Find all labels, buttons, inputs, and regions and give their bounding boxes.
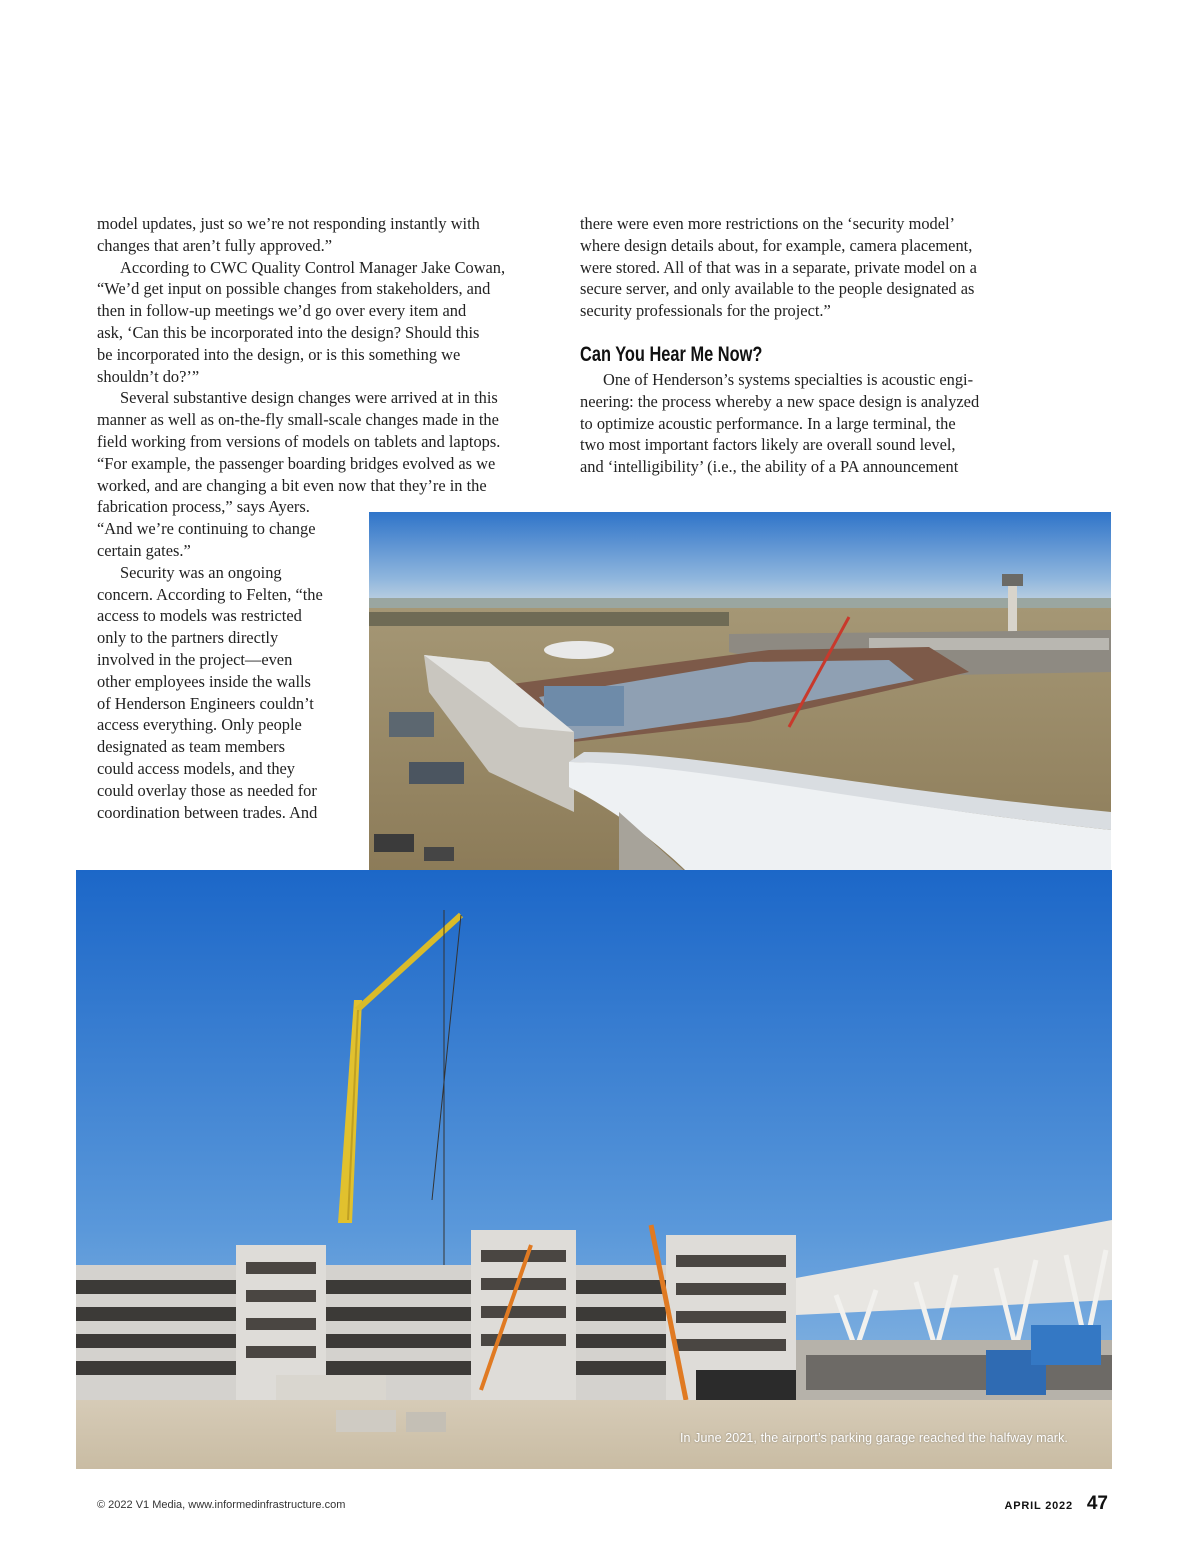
parking-garage-photo [76,870,1112,1469]
photo-caption: In June 2021, the airport’s parking garage reached the halfway mark. [679,1431,1068,1445]
page-number: 47 [1086,1493,1108,1514]
issue-date: APRIL 2022 [1004,1500,1073,1512]
paragraph: Several substantive design changes were arrived at in this manner as well as on-the-fly small-scale changes made in the field working from versions of models on tablets and laptops. “For example, the passenger boarding bridges evolved as we worked, and are changing a bit even now that they’re in the fabrication process,” says Ayers. “And we’re continuing to change certain gates.” [97,388,501,560]
paragraph: One of Henderson’s systems specialties is acoustic engi- neering: the process whereby a new space design is analyzed to optimize acoustic performance. In a large terminal, the two most important factors likely are overall sound level, and ‘intelligibility’ (i.e., the ability of a PA announcement [580,369,980,477]
aerial-photo-illustration [369,512,1111,884]
paragraph: there were even more restrictions on the ‘security model’ where design details about, for example, camera placement, were stored. All of that was in a separate, private model on a secure server, and only available to the people designated as security professionals for the project.” [580,214,977,321]
garage-photo-illustration [76,870,1112,1469]
footer-copyright: © 2022 V1 Media, www.informedinfrastructure.com [97,1499,346,1511]
footer-page-info [1005,1493,1108,1515]
aerial-construction-photo [369,512,1111,884]
paragraph: According to CWC Quality Control Manager Jake Cowan, “We’d get input on possible changes from stakeholders, and then in follow-up meetings we’d go over every item and ask, ‘Can this be incorporated into the design? Should this be incorporated into the design, or is this something we shouldn’t do?’” [97,257,506,386]
article-right-column [580,213,1030,478]
section-subhead: Can You Hear Me Now? [580,342,763,366]
paragraph: model updates, just so we’re not responding instantly with changes that aren’t fully approved.” [97,214,480,255]
paragraph: Security was an ongoing concern. According to Felten, “the access to models was restricted only to the partners directly involved in the project—even other employees inside the walls of Henderson Engineers couldn’t access everything. Only people designated as team members could access models, and they could overlay those as needed for coordination between trades. And [97,562,323,822]
